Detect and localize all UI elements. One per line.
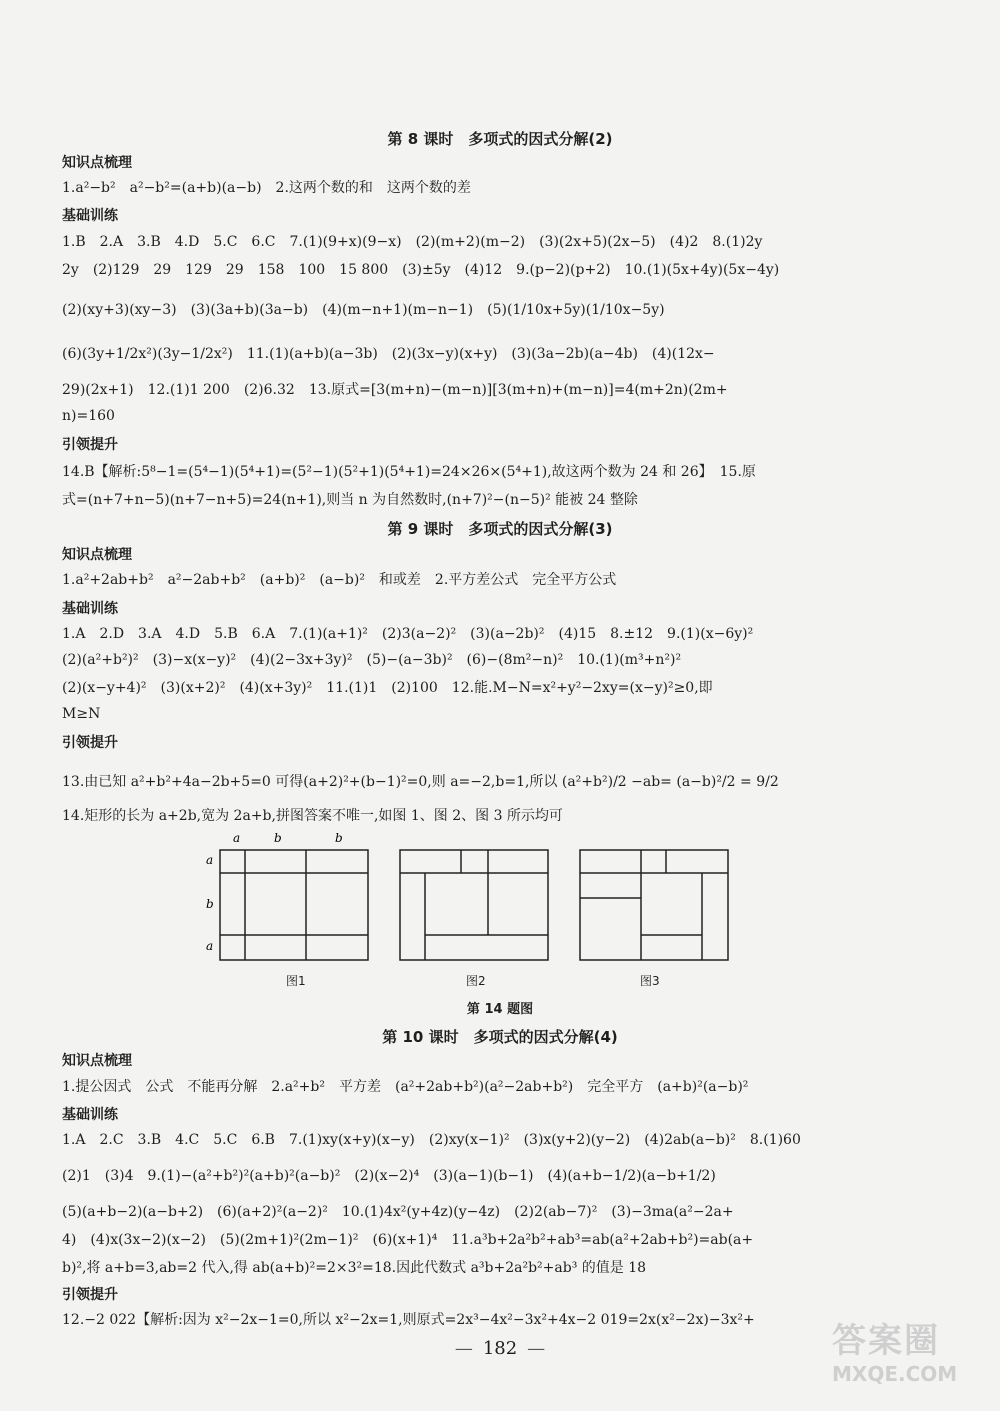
watermark-cn: 答案圈 bbox=[832, 1321, 940, 1361]
lesson-10-knowledge-line: 1.提公因式 公式 不能再分解 2.a²+b² 平方差 (a²+2ab+b²)(a²−2ab+b²) 完全平方 (a+b)²(a−b)² bbox=[62, 1079, 749, 1095]
figure-1-caption: 图1 bbox=[286, 974, 306, 988]
figure-2-caption: 图2 bbox=[466, 974, 486, 988]
lesson-9-title: 第 9 课时 多项式的因式分解(3) bbox=[387, 520, 613, 538]
lesson-10-title: 第 10 课时 多项式的因式分解(4) bbox=[382, 1028, 618, 1046]
figure-1-side-label: a bbox=[206, 853, 214, 867]
lesson-9-knowledge-line: 1.a²+2ab+b² a²−2ab+b² (a+b)² (a−b)² 和或差 2.平方差公式 完全平方公式 bbox=[62, 572, 617, 588]
lesson-8-advance-line: 14.B【解析:5⁸−1=(5⁴−1)(5⁴+1)=(5²−1)(5²+1)(5⁴+1)=24×26×(5⁴+1),故这两个数为 24 和 26】 15.原 bbox=[62, 464, 756, 480]
lesson-10-basic-line: (2)1 (3)4 9.(1)−(a²+b²)²(a+b)²(a−b)² (2)(x−2)⁴ (3)(a−1)(b−1) (4)(a+b−1/2)(a−b+1/2) bbox=[62, 1168, 716, 1184]
lesson-9-basic-line: (2)(a²+b²)² (3)−x(x−y)² (4)(2−3x+3y)² (5)−(a−3b)² (6)−(8m²−n)² 10.(1)(m³+n²)² bbox=[62, 652, 682, 668]
lesson-8-basic-line: 2y (2)129 29 129 29 158 100 15 800 (3)±5y (4)12 9.(p−2)(p+2) 10.(1)(5x+4y)(5x−4y) bbox=[62, 262, 780, 278]
lesson-9-basic-line: (2)(x−y+4)² (3)(x+2)² (4)(x+3y)² 11.(1)1 (2)100 12.能.M−N=x²+y²−2xy=(x−y)²≥0,即 bbox=[62, 680, 713, 696]
lesson-10-basic-line: b)²,将 a+b=3,ab=2 代入,得 ab(a+b)²=2×3²=18.因此代数式 a³b+2a²b²+ab³ 的值是 18 bbox=[62, 1260, 647, 1276]
figure-1-top-label: b bbox=[335, 831, 343, 845]
lesson-9-advance-line: 13.由已知 a²+b²+4a−2b+5=0 可得(a+2)²+(b−1)²=0,则 a=−2,b=1,所以 (a²+b²)/2 −ab= (a−b)²/2 = 9/2 bbox=[62, 774, 779, 790]
lesson-10-basic-line: 4) (4)x(3x−2)(x−2) (5)(2m+1)²(2m−1)² (6)(x+1)⁴ 11.a³b+2a²b²+ab³=ab(a²+2ab+b²)=ab(a+ bbox=[62, 1232, 754, 1248]
figure-3 bbox=[580, 850, 728, 960]
lesson-8-title: 第 8 课时 多项式的因式分解(2) bbox=[387, 130, 613, 148]
figure-3-caption: 图3 bbox=[640, 974, 660, 988]
watermark-logo bbox=[832, 1313, 992, 1403]
problem-14-figures bbox=[190, 828, 750, 978]
figure-1-side-label: b bbox=[206, 897, 214, 911]
lesson-8-basic-line: (6)(3y+1/2x²)(3y−1/2x²) 11.(1)(a+b)(a−3b) (2)(3x−y)(x+y) (3)(3a−2b)(a−4b) (4)(12x− bbox=[62, 346, 715, 362]
lesson-9-advance-line: 14.矩形的长为 a+2b,宽为 2a+b,拼图答案不唯一,如图 1、图 2、图 3 所示均可 bbox=[62, 808, 563, 824]
lesson-8-basic-line: n)=160 bbox=[62, 408, 115, 424]
lesson-10-knowledge-head: 知识点梳理 bbox=[62, 1053, 132, 1069]
watermark-en: MXQE.COM bbox=[832, 1362, 958, 1386]
lesson-10-basic-line: 1.A 2.C 3.B 4.C 5.C 6.B 7.(1)xy(x+y)(x−y) (2)xy(x−1)² (3)x(y+2)(y−2) (4)2ab(a−b)² 8.(1)60 bbox=[62, 1132, 801, 1148]
lesson-9-knowledge-head: 知识点梳理 bbox=[62, 547, 132, 563]
figure-1-side-label: a bbox=[206, 939, 214, 953]
lesson-8-knowledge-line: 1.a²−b² a²−b²=(a+b)(a−b) 2.这两个数的和 这两个数的差 bbox=[62, 180, 471, 196]
figure-2 bbox=[400, 850, 548, 960]
lesson-8-basic-head: 基础训练 bbox=[62, 208, 118, 224]
figure-1-top-label: b bbox=[274, 831, 282, 845]
lesson-8-basic-line: 1.B 2.A 3.B 4.D 5.C 6.C 7.(1)(9+x)(9−x) (2)(m+2)(m−2) (3)(2x+5)(2x−5) (4)2 8.(1)2y bbox=[62, 234, 763, 250]
lesson-9-basic-head: 基础训练 bbox=[62, 601, 118, 617]
lesson-10-basic-line: (5)(a+b−2)(a−b+2) (6)(a+2)²(a−2)² 10.(1)4x²(y+4z)(y−4z) (2)2(ab−7)² (3)−3ma(a²−2a+ bbox=[62, 1204, 734, 1220]
figure-title: 第 14 题图 bbox=[466, 1002, 534, 1017]
lesson-8-advance-line: 式=(n+7+n−5)(n+7−n+5)=24(n+1),则当 n 为自然数时,(n+7)²−(n−5)² 能被 24 整除 bbox=[62, 492, 638, 508]
figure-1 bbox=[220, 850, 368, 960]
lesson-8-basic-line: (2)(xy+3)(xy−3) (3)(3a+b)(3a−b) (4)(m−n+1)(m−n−1) (5)(1/10x+5y)(1/10x−5y) bbox=[62, 302, 665, 318]
lesson-9-advance-head: 引领提升 bbox=[62, 735, 118, 751]
lesson-9-basic-line: M≥N bbox=[62, 706, 101, 722]
page-number: — 182 — bbox=[0, 1338, 1000, 1359]
figure-1-top-label: a bbox=[233, 831, 241, 845]
lesson-9-basic-line: 1.A 2.D 3.A 4.D 5.B 6.A 7.(1)(a+1)² (2)3(a−2)² (3)(a−2b)² (4)15 8.±12 9.(1)(x−6y)² bbox=[62, 626, 754, 642]
lesson-8-advance-head: 引领提升 bbox=[62, 437, 118, 453]
lesson-8-basic-line: 29)(2x+1) 12.(1)1 200 (2)6.32 13.原式=[3(m+n)−(m−n)][3(m+n)+(m−n)]=4(m+2n)(2m+ bbox=[62, 382, 728, 398]
lesson-10-advance-head: 引领提升 bbox=[62, 1287, 118, 1303]
lesson-10-basic-head: 基础训练 bbox=[62, 1107, 118, 1123]
lesson-10-advance-line: 12.−2 022【解析:因为 x²−2x−1=0,所以 x²−2x=1,则原式=2x³−4x²−3x²+4x−2 019=2x(x²−2x)−3x²+ bbox=[62, 1312, 755, 1328]
lesson-8-knowledge-head: 知识点梳理 bbox=[62, 155, 132, 171]
